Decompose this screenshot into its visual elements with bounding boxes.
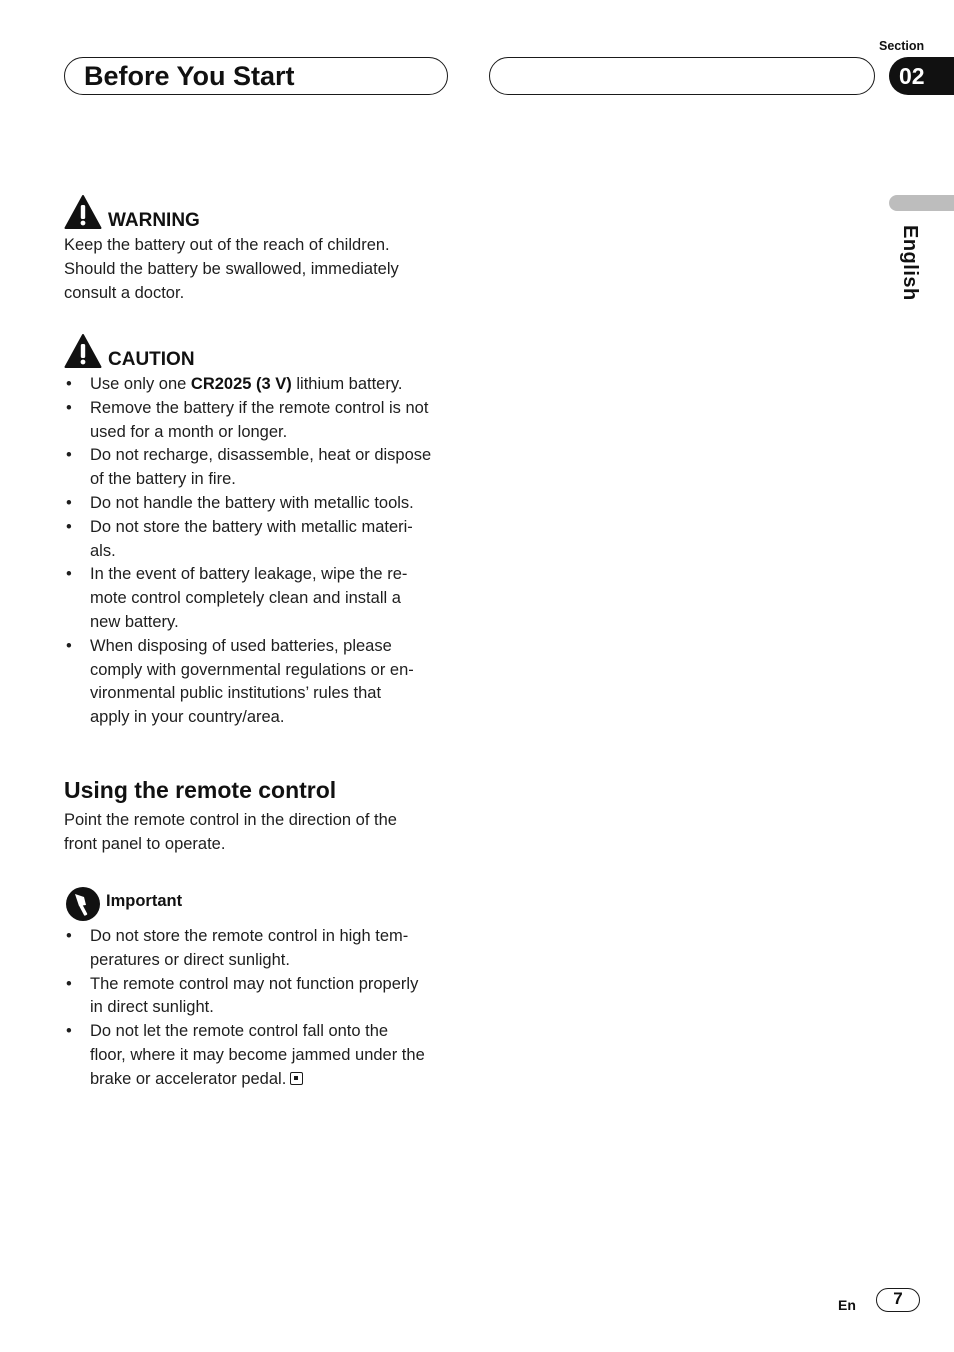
page-title: Before You Start <box>84 61 295 91</box>
item-line: peratures or direct sunlight. <box>90 950 290 969</box>
item-line: used for a month or longer. <box>90 422 288 441</box>
list-item <box>64 635 454 730</box>
item-line: floor, where it may become jammed under the <box>90 1045 425 1064</box>
item-line: in direct sunlight. <box>90 998 214 1017</box>
language-tab-bar <box>889 195 954 211</box>
item-line: • Remove the battery if the remote control is not <box>90 398 429 417</box>
section-label: Section <box>879 39 925 53</box>
item-line: • The remote control may not function properly <box>90 974 419 993</box>
item-line: • When disposing of used batteries, please <box>90 636 392 655</box>
warning-icon <box>64 194 102 235</box>
important-icon <box>64 885 102 928</box>
list-item <box>64 444 454 492</box>
caution-label: CAUTION <box>108 349 195 370</box>
item-line: new battery. <box>90 612 179 631</box>
item-line: • Do not store the battery with metallic materi- <box>90 517 413 536</box>
header-blank-frame <box>489 57 875 95</box>
item-line <box>90 1068 454 1092</box>
warning-line: Keep the battery out of the reach of children. <box>64 236 390 254</box>
list-item <box>64 373 454 397</box>
item-line: • In the event of battery leakage, wipe the re- <box>90 565 408 584</box>
item-line: apply in your country/area. <box>90 708 285 727</box>
list-item <box>64 925 454 973</box>
end-of-section-icon <box>290 1072 303 1085</box>
item-line: • Do not let the remote control fall onto the <box>90 1022 389 1041</box>
warning-line: Should the battery be swallowed, immediately <box>64 259 399 278</box>
item-line: of the battery in fire. <box>90 470 236 489</box>
section-number: 02 <box>899 63 925 89</box>
battery-type: CR2025 (3 V) <box>190 375 292 393</box>
item-line: • Do not recharge, disassemble, heat or dispose <box>90 446 432 465</box>
item-line: vironmental public institutions’ rules that <box>90 684 382 703</box>
list-item <box>64 397 454 445</box>
important-list <box>64 925 454 1092</box>
remote-heading: Using the remote control <box>64 777 337 803</box>
remote-text <box>64 809 464 857</box>
item-line: comply with governmental regulations or en- <box>90 660 414 679</box>
item-line: • Do not handle the battery with metallic tools. <box>90 493 414 512</box>
footer-language-code: En <box>838 1297 856 1313</box>
item-text: lithium battery. <box>291 375 403 393</box>
item-line: als. <box>90 541 116 560</box>
list-item <box>64 516 454 564</box>
remote-line: front panel to operate. <box>64 834 226 853</box>
item-text: Use only one <box>90 375 191 393</box>
list-item <box>64 492 454 516</box>
caution-icon <box>64 333 102 374</box>
item-line-text: brake or accelerator pedal. <box>90 1069 287 1088</box>
item-line: mote control completely clean and install a <box>90 589 401 608</box>
page-number: 7 <box>893 1289 903 1308</box>
remote-line: Point the remote control in the direction of the <box>64 811 397 829</box>
language-label: English <box>899 225 921 301</box>
warning-label: WARNING <box>108 210 200 231</box>
item-line: • Do not store the remote control in high tem- <box>90 927 409 945</box>
warning-line: consult a doctor. <box>64 283 185 302</box>
list-item <box>64 1020 454 1091</box>
caution-list <box>64 373 454 730</box>
warning-text <box>64 234 454 305</box>
list-item <box>64 563 454 634</box>
list-item <box>64 973 454 1021</box>
important-label: Important <box>106 892 183 910</box>
